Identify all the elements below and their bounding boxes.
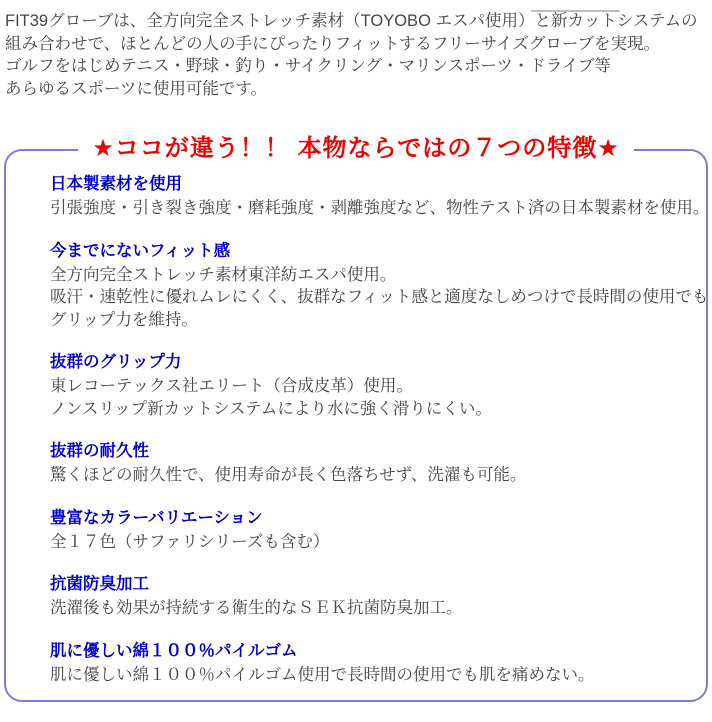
feature-item [50, 351, 692, 420]
feature-body [50, 464, 692, 487]
feature-body-line: 洗濯後も効果が持続する衛生的なＳＥＫ抗菌防臭加工。 [50, 599, 463, 617]
feature-body-line: 全１７色（サファリシリーズも含む） [50, 532, 330, 551]
feature-heading: 日本製素材を使用 [50, 175, 182, 193]
feature-body [50, 264, 709, 332]
feature-body-line: 驚くほどの耐久性で、使用寿命が長く色落ちせず、洗濯も可能。 [50, 466, 527, 484]
feature-item [50, 640, 692, 687]
feature-body-line: 東レコーテックス社エリート（合成皮革）使用。 [50, 377, 413, 395]
feature-body-line: グリップ力を維持。 [50, 310, 198, 329]
intro-line: FIT39グローブは、全方向完全ストレッチ素材（TOYOBO エスパ使用）と新カットシステムの [5, 12, 698, 30]
feature-body-line: 肌に優しい綿１００％パイルゴム使用で長時間の使用でも肌を痛めない。 [50, 665, 595, 684]
features-box [4, 135, 710, 702]
feature-heading: 肌に優しい綿１００％パイルゴム [50, 641, 298, 660]
feature-body-line: 全方向完全ストレッチ素材東洋紡エスパ使用。 [50, 265, 397, 284]
intro-line: あらゆるスポーツに使用可能です。 [5, 79, 268, 98]
feature-item [50, 440, 692, 487]
feature-item [50, 573, 692, 620]
feature-body [50, 375, 692, 420]
product-description-page [0, 10, 712, 702]
feature-body-line: ノンスリップ新カットシステムにより水に強く滑りにくい。 [50, 399, 492, 418]
feature-heading: 抗菌防臭加工 [50, 575, 149, 593]
feature-heading: 抜群の耐久性 [50, 442, 149, 460]
feature-heading: 今までにないフィット感 [50, 241, 231, 260]
feature-item [50, 173, 710, 220]
feature-body-line: 吸汗・速乾性に優れムレにくく、抜群なフィット感と適度なしめつけで長時間の使用でも [50, 288, 709, 306]
intro-line: ゴルフをはじめテニス・野球・釣り・サイクリング・マリンスポーツ・ドライブ等 [5, 57, 611, 75]
feature-item [50, 240, 709, 332]
intro-paragraph [5, 10, 712, 100]
feature-body [50, 531, 692, 554]
feature-heading: 豊富なカラーバリエーション [50, 508, 263, 527]
features-list [50, 173, 710, 686]
features-box-title-text: ★ココが違う！！ 本物ならではの７つの特徴★ [78, 133, 633, 165]
feature-body [50, 197, 710, 220]
feature-item [50, 507, 692, 554]
top-edge-artifact [531, 10, 620, 12]
intro-line: 組み合わせで、ほとんどの人の手にぴったりフィットするフリーサイズグローブを実現。 [5, 34, 661, 53]
feature-body [50, 597, 692, 620]
feature-body-line: 引張強度・引き裂き強度・磨耗強度・剥離強度など、物性テスト済の日本製素材を使用。 [50, 199, 710, 217]
features-box-title [6, 133, 706, 168]
feature-heading: 抜群のグリップ力 [50, 353, 182, 371]
feature-body [50, 664, 692, 687]
